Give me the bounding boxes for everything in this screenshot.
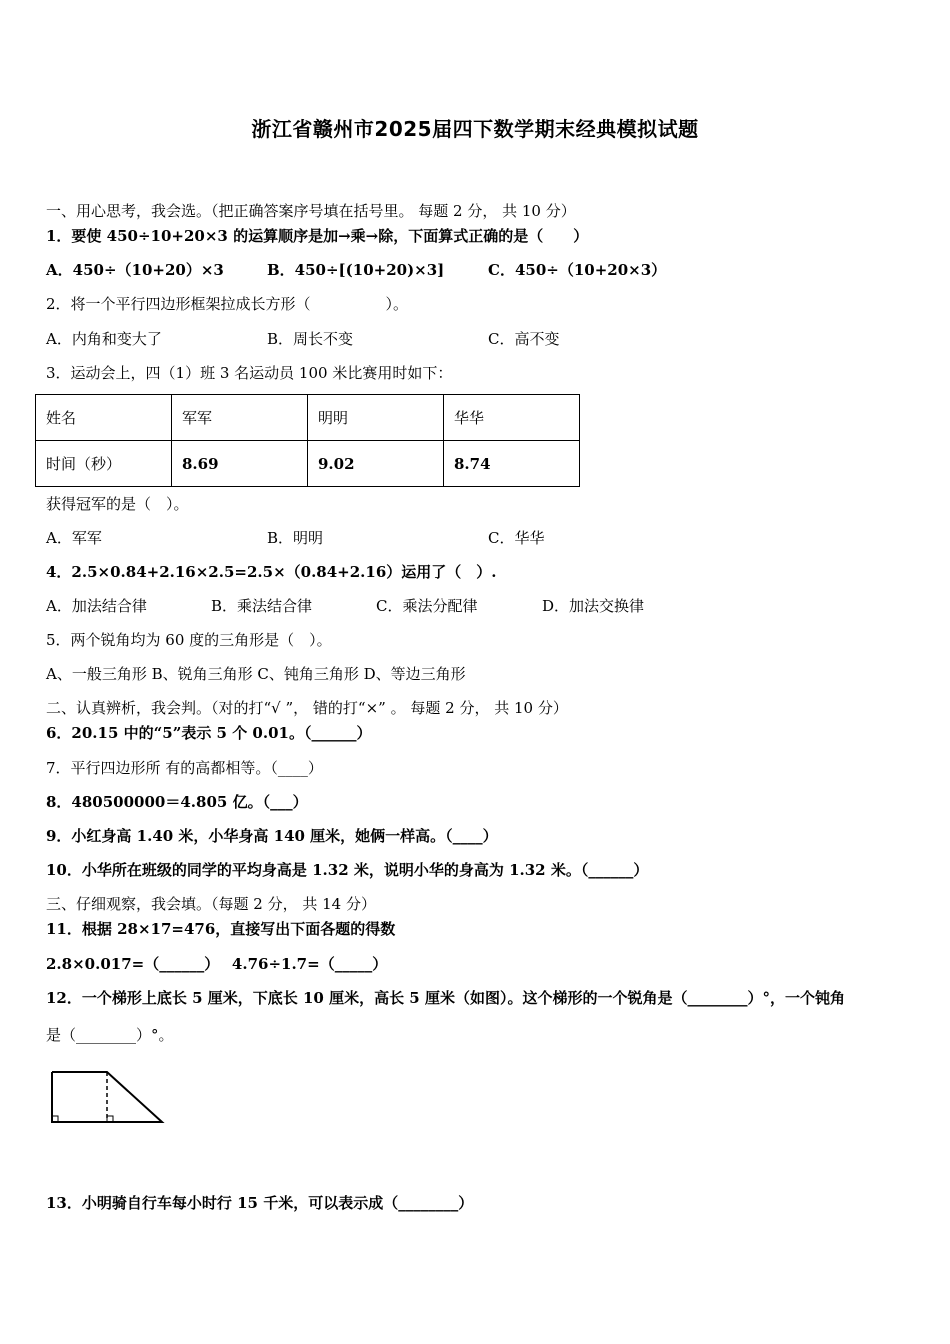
table-cell: 明明 [308,395,444,441]
table-cell: 华华 [444,395,580,441]
table-cell: 时间（秒） [36,441,172,487]
q2-option-b: B．周长不变 [267,330,354,348]
q11-line: 2.8×0.017=（______） 4.76÷1.7=（_____） [46,955,388,973]
q4-option-d: D．加法交换律 [542,597,645,615]
q3-stem: 3．运动会上，四（1）班 3 名运动员 100 米比赛用时如下： [46,364,453,382]
q8: 8．480500000＝4.805 亿。（___） [46,793,308,811]
q3-follow: 获得冠军的是（ ）。 [46,495,189,513]
q1-option-c: C．450÷（10+20×3） [488,261,667,279]
table-row [36,441,580,487]
q1-option-a: A．450÷（10+20）×3 [46,261,224,279]
trapezoid-figure [40,1060,170,1160]
q4-stem: 4．2.5×0.84+2.16×2.5=2.5×（0.84+2.16）运用了（ ）. [46,563,497,581]
table-cell: 9.02 [308,441,444,487]
table-cell: 姓名 [36,395,172,441]
q2-option-c: C．高不变 [488,330,560,348]
q1-option-b: B．450÷[(10+20)×3] [267,261,445,279]
section-1-heading: 一、用心思考，我会选。（把正确答案序号填在括号里。 每题 2 分， 共 10 分） [46,202,576,220]
q1-stem: 1．要使 450÷10+20×3 的运算顺序是加→乘→除，下面算式正确的是（ ） [46,227,589,245]
section-2-heading: 二、认真辨析，我会判。（对的打“√ ”， 错的打“×” 。 每题 2 分， 共 10 分） [46,699,568,717]
table-cell: 8.74 [444,441,580,487]
q2-option-a: A．内角和变大了 [46,330,162,348]
race-time-table [35,394,580,487]
q4-option-a: A．加法结合律 [46,597,147,615]
q2-stem: 2．将一个平行四边形框架拉成长方形（ ）。 [46,295,409,313]
q3-option-c: C．华华 [488,529,545,547]
q9: 9．小红身高 1.40 米，小华身高 140 厘米，她俩一样高。（____） [46,827,498,845]
q12-line-2: 是（________）°。 [46,1026,174,1044]
table-header-row [36,395,580,441]
table-cell: 军军 [172,395,308,441]
q12-line-1: 12．一个梯形上底长 5 厘米，下底长 10 厘米，高长 5 厘米（如图）。这个梯形的一个锐角是（________）°，一个钝角 [46,989,845,1007]
section-3-heading: 三、仔细观察，我会填。（每题 2 分， 共 14 分） [46,895,376,913]
q3-option-b: B．明明 [267,529,324,547]
q5-stem: 5．两个锐角均为 60 度的三角形是（ ）。 [46,631,332,649]
q4-option-b: B．乘法结合律 [211,597,313,615]
q3-option-a: A．军军 [46,529,102,547]
q11-stem: 11．根据 28×17=476，直接写出下面各题的得数 [46,920,396,938]
q10: 10．小华所在班级的同学的平均身高是 1.32 米，说明小华的身高为 1.32 米。（______） [46,861,649,879]
table-cell: 8.69 [172,441,308,487]
q6: 6．20.15 中的“5”表示 5 个 0.01。（______） [46,724,372,742]
q13: 13．小明骑自行车每小时行 15 千米，可以表示成（________） [46,1194,474,1212]
q5-options: A、一般三角形 B、锐角三角形 C、钝角三角形 D、等边三角形 [46,665,466,683]
q4-option-c: C．乘法分配律 [376,597,478,615]
q7: 7．平行四边形所 有的高都相等。（____） [46,759,323,777]
page-title: 浙江省赣州市2025届四下数学期末经典模拟试题 [251,117,699,141]
